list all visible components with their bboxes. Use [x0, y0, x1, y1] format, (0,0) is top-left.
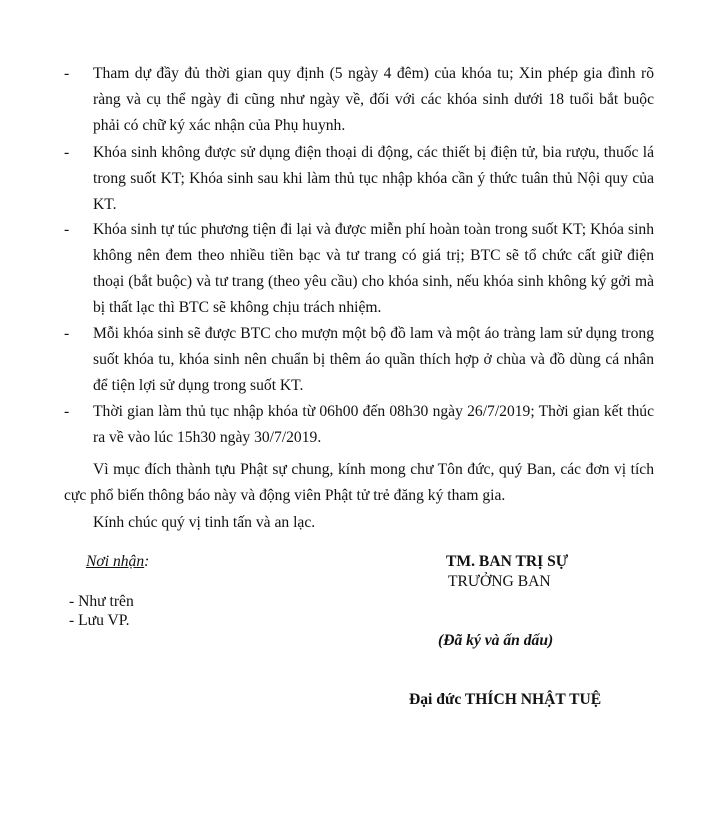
signature-note: (Đã ký và ấn dấu) [438, 632, 554, 649]
recipients-title-colon: : [144, 553, 150, 570]
bullet-marker: - [64, 65, 70, 82]
signature-organization: TM. BAN TRỊ SỰ [446, 553, 569, 570]
signature-role: TRƯỞNG BAN [448, 573, 551, 590]
bullet-text: Tham dự đầy đủ thời gian quy định (5 ngày 4 đêm) của khóa tu; Xin phép gia đình rõ ràng và cụ thể ngày đi cũng như ngày về, đối với các khóa sinh dưới 18 tuổi bắt buộc phải có chữ ký xác nhận của Phụ huynh. [93, 65, 654, 134]
recipient-item: - Lưu VP. [69, 612, 130, 629]
bullet-marker: - [64, 221, 70, 238]
bullet-text: Khóa sinh tự túc phương tiện đi lại và được miễn phí hoàn toàn trong suốt KT; Khóa sinh không nên đem theo nhiều tiền bạc và tư trang có giá trị; BTC sẽ tổ chức cất giữ điện thoại (bắt buộc) và tư trang (theo yêu cầu) cho khóa sinh, nếu khóa sinh không ký gởi mà bị thất lạc thì BTC sẽ không chịu trách nhiệm. [93, 221, 654, 316]
recipients-title: Nơi nhận [86, 553, 145, 570]
bullet-marker: - [64, 403, 70, 420]
signatory-name: Đại đức THÍCH NHẬT TUỆ [409, 691, 602, 708]
bullet-text: Thời gian làm thủ tục nhập khóa từ 06h00 đến 08h30 ngày 26/7/2019; Thời gian kết thúc ra về vào lúc 15h30 ngày 30/7/2019. [93, 403, 654, 446]
bullet-text: Khóa sinh không được sử dụng điện thoại di động, các thiết bị điện tử, bia rượu, thuốc lá trong suốt KT; Khóa sinh sau khi làm thủ tục nhập khóa cần ý thức tuân thủ Nội quy của KT. [93, 144, 654, 213]
appeal-paragraph: Vì mục đích thành tựu Phật sự chung, kính mong chư Tôn đức, quý Ban, các đơn vị tích cực phổ biến thông báo này và động viên Phật tử trẻ đăng ký tham gia. [64, 461, 654, 504]
closing-paragraph: Kính chúc quý vị tinh tấn và an lạc. [93, 514, 316, 531]
bullet-marker: - [64, 144, 70, 161]
bullet-text: Mỗi khóa sinh sẽ được BTC cho mượn một bộ đồ lam và một áo tràng lam sử dụng trong suốt khóa tu, khóa sinh nên chuẩn bị thêm áo quần thích hợp ở chùa và đồ dùng cá nhân để tiện lợi sử dụng trong suốt KT. [93, 325, 654, 394]
recipients-heading [86, 552, 149, 572]
bullet-marker: - [64, 325, 70, 342]
recipient-item: - Như trên [69, 593, 134, 610]
